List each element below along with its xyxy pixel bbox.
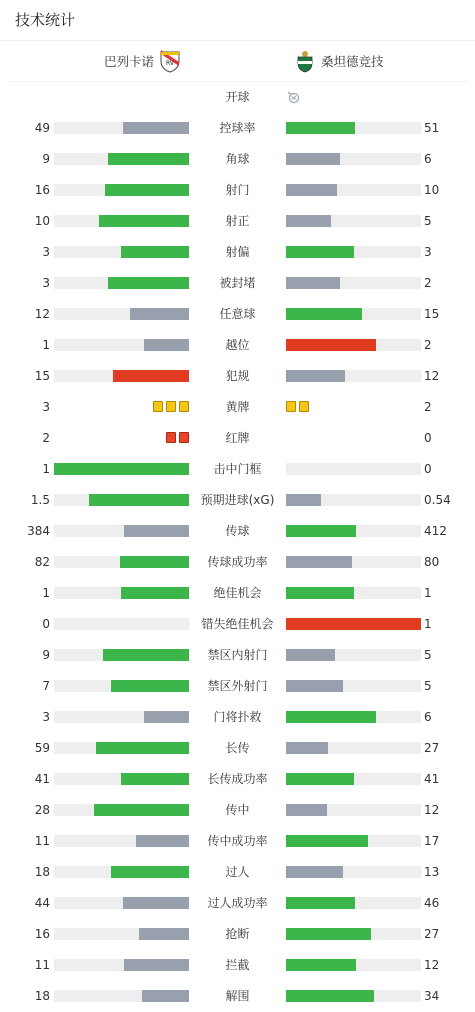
home-value: 11 <box>34 834 50 848</box>
home-bar-fill <box>121 773 189 785</box>
away-bar-fill <box>286 773 354 785</box>
stat-row-kickoff <box>0 82 475 113</box>
home-bar-fill <box>111 866 189 878</box>
home-bar-track <box>54 835 189 847</box>
stat-row <box>0 454 475 485</box>
away-bar-track <box>286 215 421 227</box>
stat-row <box>0 795 475 826</box>
home-value: 10 <box>34 214 50 228</box>
stat-label: 传球成功率 <box>207 555 268 569</box>
away-bar-track <box>286 184 421 196</box>
away-bar-fill <box>286 277 340 289</box>
stat-row <box>0 144 475 175</box>
home-bar-fill <box>123 897 189 909</box>
home-value: 1 <box>42 462 50 476</box>
home-bar-track <box>54 618 189 630</box>
stat-row <box>0 857 475 888</box>
home-value: 28 <box>34 803 50 817</box>
stat-row <box>0 950 475 981</box>
away-value: 3 <box>424 245 432 259</box>
stat-label: 被封堵 <box>219 276 256 290</box>
teams-header <box>8 41 467 82</box>
away-team-name: 桑坦德竞技 <box>321 54 384 69</box>
home-bar-track <box>54 308 189 320</box>
home-value: 9 <box>42 152 50 166</box>
away-value: 46 <box>424 896 440 910</box>
away-bar-track <box>286 122 421 134</box>
stat-row <box>0 268 475 299</box>
stat-row <box>0 330 475 361</box>
home-bar-track <box>54 463 189 475</box>
away-value: 5 <box>424 214 432 228</box>
stat-row <box>0 547 475 578</box>
home-value: 82 <box>34 555 50 569</box>
home-bar-track <box>54 897 189 909</box>
away-bar-fill <box>286 246 354 258</box>
home-bar-fill <box>124 525 189 537</box>
away-value: 13 <box>424 865 440 879</box>
away-value: 10 <box>424 183 440 197</box>
stat-row <box>0 888 475 919</box>
away-bar-fill <box>286 742 328 754</box>
home-value: 0 <box>42 617 50 631</box>
away-value: 27 <box>424 927 440 941</box>
away-team[interactable] <box>293 41 384 81</box>
stat-label: 控球率 <box>219 121 256 135</box>
away-yellow-cards <box>286 401 309 414</box>
away-bar-track <box>286 153 421 165</box>
away-value: 34 <box>424 989 440 1003</box>
away-value: 27 <box>424 741 440 755</box>
home-value: 1.5 <box>30 493 50 507</box>
away-bar-fill <box>286 835 368 847</box>
home-bar-fill <box>123 122 189 134</box>
stat-label: 射正 <box>225 214 250 228</box>
stat-label: 过人 <box>225 865 250 879</box>
home-bar-fill <box>108 277 189 289</box>
home-value: 9 <box>42 648 50 662</box>
away-bar-track <box>286 339 421 351</box>
home-value: 12 <box>34 307 50 321</box>
away-bar-track <box>286 990 421 1002</box>
home-value: 59 <box>34 741 50 755</box>
away-bar-track <box>286 525 421 537</box>
home-bar-track <box>54 742 189 754</box>
stat-row <box>0 361 475 392</box>
away-bar-track <box>286 680 421 692</box>
home-bar-track <box>54 680 189 692</box>
away-value: 41 <box>424 772 440 786</box>
svg-text:RV: RV <box>166 60 174 67</box>
home-bar-fill <box>124 959 189 971</box>
away-value: 6 <box>424 152 432 166</box>
stat-label: 门将扑救 <box>213 710 262 724</box>
stat-row <box>0 578 475 609</box>
yellow-card-icon <box>299 401 309 412</box>
home-value: 18 <box>34 989 50 1003</box>
away-value: 2 <box>424 338 432 352</box>
stat-label: 预期进球(xG) <box>200 493 275 507</box>
away-bar-track <box>286 959 421 971</box>
stat-label: 过人成功率 <box>207 896 268 910</box>
home-bar-fill <box>54 463 189 475</box>
away-bar-track <box>286 897 421 909</box>
home-bar-fill <box>96 742 189 754</box>
stat-label: 长传成功率 <box>207 772 268 786</box>
away-bar-fill <box>286 866 343 878</box>
away-value: 1 <box>424 617 432 631</box>
home-bar-fill <box>142 990 189 1002</box>
stat-label: 解围 <box>225 989 250 1003</box>
away-bar-fill <box>286 184 337 196</box>
stat-label: 长传 <box>225 741 250 755</box>
home-value: 44 <box>34 896 50 910</box>
stat-row <box>0 113 475 144</box>
home-value: 16 <box>34 927 50 941</box>
away-value: 5 <box>424 648 432 662</box>
stat-label: 禁区外射门 <box>207 679 268 693</box>
away-value: 2 <box>424 400 432 414</box>
away-value: 2 <box>424 276 432 290</box>
home-yellow-cards <box>153 401 189 414</box>
home-team-name: 巴列卡诺 <box>103 54 154 69</box>
yellow-card-icon <box>179 401 189 412</box>
home-bar-fill <box>111 680 189 692</box>
home-team[interactable] <box>104 41 182 81</box>
away-bar-track <box>286 742 421 754</box>
away-value: 15 <box>424 307 440 321</box>
stat-label: 传中成功率 <box>207 834 268 848</box>
away-bar-track <box>286 928 421 940</box>
home-bar-track <box>54 649 189 661</box>
stat-row <box>0 516 475 547</box>
away-bar-fill <box>286 587 354 599</box>
away-bar-fill <box>286 494 321 506</box>
away-bar-track <box>286 835 421 847</box>
away-bar-track <box>286 804 421 816</box>
home-bar-track <box>54 153 189 165</box>
stat-label: 禁区内射门 <box>207 648 268 662</box>
home-bar-track <box>54 711 189 723</box>
away-bar-track <box>286 494 421 506</box>
home-value: 41 <box>34 772 50 786</box>
away-value: 0 <box>424 431 432 445</box>
home-bar-track <box>54 339 189 351</box>
away-bar-fill <box>286 649 335 661</box>
stat-label: 绝佳机会 <box>213 586 262 600</box>
away-bar-fill <box>286 215 331 227</box>
stat-label: 红牌 <box>225 431 250 445</box>
away-value: 51 <box>424 121 440 135</box>
away-bar-track <box>286 587 421 599</box>
away-value: 1 <box>424 586 432 600</box>
stat-row-yellow-cards <box>0 392 475 423</box>
stat-row <box>0 299 475 330</box>
stat-row <box>0 175 475 206</box>
yellow-card-icon <box>153 401 163 412</box>
home-value: 1 <box>42 338 50 352</box>
home-bar-track <box>54 773 189 785</box>
stat-label: 抢断 <box>225 927 250 941</box>
stat-row <box>0 640 475 671</box>
home-bar-fill <box>130 308 189 320</box>
away-value: 6 <box>424 710 432 724</box>
kickoff-label: 开球 <box>225 90 250 104</box>
kickoff-ball-icon <box>286 90 300 104</box>
stat-label: 传中 <box>225 803 250 817</box>
away-bar-fill <box>286 122 355 134</box>
home-bar-track <box>54 525 189 537</box>
home-bar-track <box>54 370 189 382</box>
away-value: 5 <box>424 679 432 693</box>
away-bar-track <box>286 463 421 475</box>
away-bar-track <box>286 370 421 382</box>
home-value: 18 <box>34 865 50 879</box>
away-bar-track <box>286 308 421 320</box>
away-bar-fill <box>286 990 374 1002</box>
stat-row <box>0 206 475 237</box>
stats-list <box>0 82 475 1012</box>
home-team-crest-icon <box>158 49 182 73</box>
away-value: 80 <box>424 555 440 569</box>
home-bar-fill <box>136 835 189 847</box>
home-bar-fill <box>144 339 189 351</box>
away-bar-track <box>286 649 421 661</box>
away-bar-track <box>286 277 421 289</box>
home-bar-fill <box>121 587 189 599</box>
stat-label: 射偏 <box>225 245 250 259</box>
home-value: 3 <box>42 245 50 259</box>
home-bar-track <box>54 866 189 878</box>
home-bar-fill <box>144 711 189 723</box>
home-value: 1 <box>42 586 50 600</box>
away-value: 0 <box>424 462 432 476</box>
home-bar-track <box>54 587 189 599</box>
home-bar-track <box>54 959 189 971</box>
away-team-crest-icon <box>293 49 317 73</box>
away-bar-fill <box>286 153 340 165</box>
home-bar-fill <box>94 804 189 816</box>
home-red-cards <box>166 432 189 445</box>
away-value: 17 <box>424 834 440 848</box>
page-title: 技术统计 <box>0 0 475 41</box>
home-bar-fill <box>99 215 189 227</box>
stat-row <box>0 764 475 795</box>
away-value: 412 <box>424 524 447 538</box>
yellow-card-icon <box>166 401 176 412</box>
away-value: 12 <box>424 369 440 383</box>
stat-row <box>0 826 475 857</box>
away-bar-track <box>286 556 421 568</box>
away-value: 12 <box>424 958 440 972</box>
home-value: 11 <box>34 958 50 972</box>
stat-label: 击中门框 <box>213 462 262 476</box>
away-bar-track <box>286 773 421 785</box>
away-bar-fill <box>286 525 356 537</box>
home-bar-track <box>54 277 189 289</box>
home-bar-fill <box>89 494 189 506</box>
stat-label: 拦截 <box>225 958 250 972</box>
away-bar-fill <box>286 680 343 692</box>
stat-row <box>0 237 475 268</box>
home-bar-fill <box>120 556 189 568</box>
home-bar-fill <box>113 370 189 382</box>
stat-row <box>0 702 475 733</box>
home-bar-fill <box>103 649 189 661</box>
home-value: 3 <box>42 400 50 414</box>
stat-row <box>0 981 475 1012</box>
away-bar-track <box>286 866 421 878</box>
home-bar-track <box>54 215 189 227</box>
red-card-icon <box>179 432 189 443</box>
home-value: 15 <box>34 369 50 383</box>
yellow-card-icon <box>286 401 296 412</box>
stat-label: 错失绝佳机会 <box>201 617 274 631</box>
stat-label: 黄牌 <box>225 400 250 414</box>
home-bar-track <box>54 928 189 940</box>
stat-row <box>0 485 475 516</box>
home-bar-fill <box>105 184 189 196</box>
home-value: 384 <box>27 524 50 538</box>
stat-label: 任意球 <box>219 307 256 321</box>
away-bar-fill <box>286 308 362 320</box>
red-card-icon <box>166 432 176 443</box>
home-bar-track <box>54 990 189 1002</box>
home-bar-track <box>54 184 189 196</box>
away-value: 12 <box>424 803 440 817</box>
home-bar-track <box>54 122 189 134</box>
home-value: 49 <box>34 121 50 135</box>
away-bar-fill <box>286 339 376 351</box>
home-value: 3 <box>42 276 50 290</box>
away-bar-track <box>286 618 421 630</box>
stat-row <box>0 671 475 702</box>
home-bar-fill <box>139 928 189 940</box>
home-bar-track <box>54 804 189 816</box>
away-bar-fill <box>286 370 345 382</box>
away-bar-fill <box>286 804 327 816</box>
home-value: 3 <box>42 710 50 724</box>
stat-label: 角球 <box>225 152 250 166</box>
stat-row <box>0 919 475 950</box>
stat-row <box>0 609 475 640</box>
away-value: 0.54 <box>424 493 451 507</box>
home-bar-track <box>54 494 189 506</box>
away-bar-fill <box>286 618 421 630</box>
away-bar-track <box>286 711 421 723</box>
home-value: 2 <box>42 431 50 445</box>
stat-row <box>0 733 475 764</box>
away-bar-fill <box>286 959 356 971</box>
stat-label: 传球 <box>225 524 250 538</box>
away-bar-fill <box>286 711 376 723</box>
home-bar-track <box>54 556 189 568</box>
home-bar-fill <box>108 153 189 165</box>
away-bar-fill <box>286 928 371 940</box>
home-value: 7 <box>42 679 50 693</box>
away-bar-track <box>286 246 421 258</box>
home-bar-fill <box>121 246 189 258</box>
away-bar-fill <box>286 556 352 568</box>
home-bar-track <box>54 246 189 258</box>
stat-label: 犯规 <box>225 369 250 383</box>
stat-label: 越位 <box>225 338 250 352</box>
stat-label: 射门 <box>225 183 250 197</box>
home-value: 16 <box>34 183 50 197</box>
stat-row-red-cards <box>0 423 475 454</box>
away-bar-fill <box>286 897 355 909</box>
